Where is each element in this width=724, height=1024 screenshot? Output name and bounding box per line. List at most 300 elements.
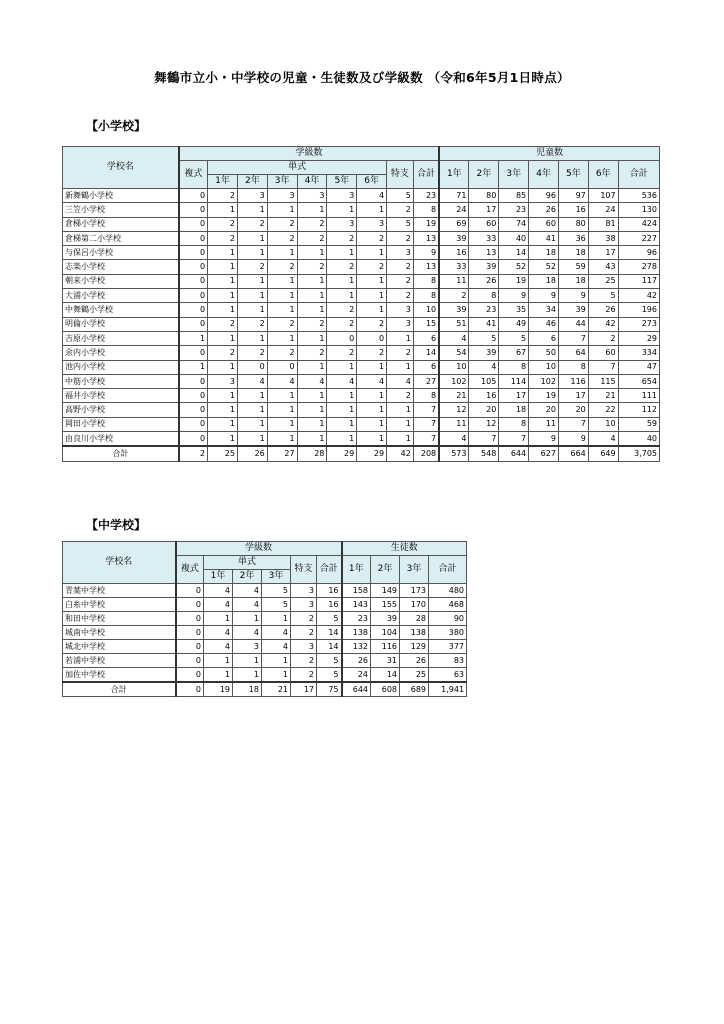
class-count: 0 [327, 331, 357, 345]
student-count: 627 [529, 446, 559, 461]
fukushiki-count: 0 [179, 217, 208, 231]
class-count: 1 [208, 260, 238, 274]
student-count: 4 [439, 432, 469, 447]
class-count: 2 [357, 317, 387, 331]
student-count: 46 [529, 317, 559, 331]
class-count: 1 [237, 417, 267, 431]
tokushi-count: 2 [387, 346, 414, 360]
class-count: 1 [357, 246, 387, 260]
student-count: 19 [529, 389, 559, 403]
header-fukushiki: 複式 [176, 556, 204, 584]
student-count: 52 [499, 260, 529, 274]
class-count: 1 [327, 289, 357, 303]
fukushiki-count: 0 [179, 260, 208, 274]
class-count: 1 [327, 274, 357, 288]
total-label: 合計 [63, 682, 176, 697]
tokushi-count: 3 [387, 303, 414, 317]
class-count: 2 [327, 303, 357, 317]
tokushi-count: 2 [387, 389, 414, 403]
student-count: 13 [469, 246, 499, 260]
header-class-total: 合計 [317, 556, 342, 584]
student-total: 654 [618, 374, 659, 388]
table-row [63, 217, 660, 231]
fukushiki-count: 0 [179, 432, 208, 447]
class-count: 4 [204, 626, 233, 640]
student-count: 39 [371, 612, 400, 626]
class-count: 3 [327, 217, 357, 231]
class-count: 1 [262, 668, 291, 683]
tokushi-count: 3 [291, 640, 317, 654]
class-count: 1 [297, 274, 327, 288]
student-count: 38 [588, 231, 618, 245]
header-grade: 6年 [588, 161, 618, 189]
class-count: 2 [267, 217, 297, 231]
student-count: 18 [558, 246, 588, 260]
class-count: 4 [327, 374, 357, 388]
tokushi-count: 2 [387, 231, 414, 245]
class-count: 0 [237, 360, 267, 374]
header-grade: 3年 [267, 175, 297, 189]
class-total: 6 [413, 360, 439, 374]
student-count: 50 [529, 346, 559, 360]
class-count: 1 [237, 231, 267, 245]
table-row [63, 303, 660, 317]
student-total: 334 [618, 346, 659, 360]
student-count: 26 [342, 654, 371, 668]
class-count: 1 [204, 612, 233, 626]
student-count: 129 [400, 640, 429, 654]
student-count: 102 [529, 374, 559, 388]
student-count: 18 [558, 274, 588, 288]
class-count: 1 [208, 403, 238, 417]
student-count: 20 [529, 403, 559, 417]
class-count: 29 [327, 446, 357, 461]
class-count: 1 [233, 612, 262, 626]
student-count: 20 [558, 403, 588, 417]
student-count: 60 [588, 346, 618, 360]
class-total: 16 [317, 598, 342, 612]
tokushi-count: 2 [291, 626, 317, 640]
tokushi-count: 1 [387, 403, 414, 417]
student-count: 664 [558, 446, 588, 461]
header-grade: 6年 [357, 175, 387, 189]
school-name: 大浦小学校 [63, 289, 179, 303]
student-count: 2 [588, 331, 618, 345]
student-count: 7 [588, 360, 618, 374]
class-total: 14 [413, 346, 439, 360]
class-count: 1 [267, 432, 297, 447]
class-count: 1 [357, 403, 387, 417]
header-tanshiki: 単式 [208, 161, 387, 175]
school-name: 高野小学校 [63, 403, 179, 417]
student-count: 116 [371, 640, 400, 654]
student-count: 69 [439, 217, 469, 231]
class-total: 23 [413, 189, 439, 203]
tokushi-count: 3 [387, 246, 414, 260]
student-count: 5 [588, 289, 618, 303]
student-count: 49 [499, 317, 529, 331]
class-count: 1 [208, 417, 238, 431]
tokushi-count: 1 [387, 360, 414, 374]
student-count: 25 [588, 274, 618, 288]
class-count: 1 [357, 389, 387, 403]
class-count: 2 [267, 231, 297, 245]
student-count: 26 [469, 274, 499, 288]
student-count: 31 [371, 654, 400, 668]
fukushiki-count: 0 [176, 640, 204, 654]
header-student-total: 合計 [429, 556, 467, 584]
student-count: 24 [342, 668, 371, 683]
tokushi-count: 1 [387, 432, 414, 447]
student-count: 170 [400, 598, 429, 612]
student-total: 468 [429, 598, 467, 612]
class-count: 4 [357, 189, 387, 203]
student-count: 16 [439, 246, 469, 260]
header-students: 児童数 [439, 147, 659, 161]
student-count: 14 [499, 246, 529, 260]
student-count: 80 [469, 189, 499, 203]
student-count: 39 [439, 303, 469, 317]
student-count: 33 [469, 231, 499, 245]
class-total: 8 [413, 203, 439, 217]
class-count: 1 [297, 432, 327, 447]
class-count: 1 [267, 403, 297, 417]
fukushiki-count: 0 [179, 231, 208, 245]
student-count: 34 [529, 303, 559, 317]
tokushi-count: 3 [291, 584, 317, 598]
class-count: 1 [237, 203, 267, 217]
class-total: 16 [317, 584, 342, 598]
class-count: 1 [267, 389, 297, 403]
fukushiki-count: 0 [179, 289, 208, 303]
student-total: 536 [618, 189, 659, 203]
tokushi-count: 1 [387, 331, 414, 345]
class-count: 1 [357, 360, 387, 374]
school-name: 与保呂小学校 [63, 246, 179, 260]
class-count: 1 [297, 417, 327, 431]
student-count: 116 [558, 374, 588, 388]
class-count: 1 [204, 654, 233, 668]
class-count: 1 [237, 432, 267, 447]
student-count: 40 [499, 231, 529, 245]
tokushi-count: 2 [291, 668, 317, 683]
school-name: 由良川小学校 [63, 432, 179, 447]
fukushiki-count: 0 [179, 374, 208, 388]
student-count: 60 [469, 217, 499, 231]
student-count: 107 [588, 189, 618, 203]
class-count: 2 [237, 217, 267, 231]
class-count: 1 [233, 654, 262, 668]
table-row [63, 612, 467, 626]
class-count: 2 [208, 217, 238, 231]
student-total: 96 [618, 246, 659, 260]
page-title: 舞鶴市立小・中学校の児童・生徒数及び学級数 （令和6年5月1日時点） [154, 70, 570, 85]
student-total: 380 [429, 626, 467, 640]
school-name: 新舞鶴小学校 [63, 189, 179, 203]
student-count: 158 [342, 584, 371, 598]
tokushi-count: 2 [291, 612, 317, 626]
class-count: 1 [297, 289, 327, 303]
class-count: 4 [297, 374, 327, 388]
class-total: 6 [413, 331, 439, 345]
student-count: 64 [558, 346, 588, 360]
student-count: 17 [558, 389, 588, 403]
fukushiki-count: 0 [179, 317, 208, 331]
class-count: 5 [262, 584, 291, 598]
school-name: 岡田小学校 [63, 417, 179, 431]
class-total: 9 [413, 246, 439, 260]
student-count: 19 [499, 274, 529, 288]
school-name: 城南中学校 [63, 626, 176, 640]
table-row [63, 360, 660, 374]
student-count: 35 [499, 303, 529, 317]
student-count: 44 [558, 317, 588, 331]
student-count: 24 [588, 203, 618, 217]
student-count: 8 [499, 417, 529, 431]
fukushiki-count: 0 [176, 654, 204, 668]
school-name: 志楽小学校 [63, 260, 179, 274]
class-count: 0 [357, 331, 387, 345]
fukushiki-count: 1 [179, 360, 208, 374]
class-count: 1 [267, 303, 297, 317]
fukushiki-count: 0 [179, 403, 208, 417]
student-count: 138 [400, 626, 429, 640]
class-count: 1 [357, 432, 387, 447]
class-total: 8 [413, 274, 439, 288]
class-count: 4 [204, 584, 233, 598]
header-classes: 学級数 [179, 147, 439, 161]
table-row [63, 346, 660, 360]
school-name: 朝来小学校 [63, 274, 179, 288]
class-count: 2 [237, 346, 267, 360]
class-count: 1 [262, 654, 291, 668]
school-name: 三笠小学校 [63, 203, 179, 217]
fukushiki-count: 0 [179, 417, 208, 431]
tokushi-count: 4 [387, 374, 414, 388]
student-count: 14 [371, 668, 400, 683]
student-count: 105 [469, 374, 499, 388]
tokushi-count: 3 [387, 317, 414, 331]
class-count: 1 [237, 303, 267, 317]
class-count: 4 [233, 584, 262, 598]
student-count: 644 [499, 446, 529, 461]
student-count: 11 [439, 274, 469, 288]
class-count: 1 [357, 303, 387, 317]
class-count: 4 [204, 598, 233, 612]
table-row [63, 626, 467, 640]
class-count: 2 [297, 217, 327, 231]
class-count: 3 [327, 189, 357, 203]
student-count: 155 [371, 598, 400, 612]
class-total: 14 [317, 626, 342, 640]
header-school-name: 学校名 [63, 147, 179, 189]
student-total: 273 [618, 317, 659, 331]
class-count: 1 [327, 203, 357, 217]
header-grade: 3年 [262, 570, 291, 584]
table-row [63, 640, 467, 654]
student-count: 18 [529, 274, 559, 288]
class-count: 1 [237, 289, 267, 303]
class-count: 2 [297, 260, 327, 274]
tokushi-count: 2 [387, 274, 414, 288]
header-student-total: 合計 [618, 161, 659, 189]
header-students: 生徒数 [342, 542, 467, 556]
table-row [63, 189, 660, 203]
class-count: 2 [357, 346, 387, 360]
class-total: 19 [413, 217, 439, 231]
header-grade: 3年 [400, 556, 429, 584]
student-count: 74 [499, 217, 529, 231]
student-total: 130 [618, 203, 659, 217]
student-count: 16 [558, 203, 588, 217]
student-count: 60 [529, 217, 559, 231]
tokushi-count: 5 [387, 189, 414, 203]
class-count: 1 [267, 289, 297, 303]
student-count: 22 [588, 403, 618, 417]
class-count: 1 [297, 403, 327, 417]
fukushiki-count: 2 [179, 446, 208, 461]
student-count: 7 [558, 417, 588, 431]
class-total: 15 [413, 317, 439, 331]
class-count: 1 [208, 289, 238, 303]
class-count: 1 [297, 203, 327, 217]
class-total: 14 [317, 640, 342, 654]
student-total: 90 [429, 612, 467, 626]
student-count: 54 [439, 346, 469, 360]
class-count: 0 [267, 360, 297, 374]
class-count: 1 [267, 274, 297, 288]
class-count: 3 [357, 217, 387, 231]
fukushiki-count: 0 [176, 584, 204, 598]
tokushi-count: 2 [387, 260, 414, 274]
student-total: 3,705 [618, 446, 659, 461]
class-count: 1 [357, 417, 387, 431]
student-count: 573 [439, 446, 469, 461]
student-count: 26 [400, 654, 429, 668]
class-count: 4 [357, 374, 387, 388]
class-count: 1 [327, 417, 357, 431]
student-count: 649 [588, 446, 618, 461]
student-count: 102 [439, 374, 469, 388]
student-count: 138 [342, 626, 371, 640]
header-school-name: 学校名 [63, 542, 176, 584]
header-grade: 2年 [237, 175, 267, 189]
student-total: 59 [618, 417, 659, 431]
student-total: 278 [618, 260, 659, 274]
student-count: 39 [469, 346, 499, 360]
student-count: 42 [588, 317, 618, 331]
class-count: 27 [267, 446, 297, 461]
student-count: 26 [588, 303, 618, 317]
student-count: 11 [529, 417, 559, 431]
class-count: 1 [327, 403, 357, 417]
header-class-total: 合計 [413, 161, 439, 189]
student-count: 43 [588, 260, 618, 274]
student-count: 7 [469, 432, 499, 447]
class-total: 13 [413, 260, 439, 274]
class-count: 1 [208, 274, 238, 288]
student-total: 480 [429, 584, 467, 598]
class-count: 1 [237, 246, 267, 260]
header-grade: 4年 [297, 175, 327, 189]
class-count: 2 [327, 317, 357, 331]
student-total: 1,941 [429, 682, 467, 697]
student-count: 8 [469, 289, 499, 303]
student-count: 36 [558, 231, 588, 245]
class-count: 1 [237, 274, 267, 288]
table-row [63, 231, 660, 245]
header-tanshiki: 単式 [204, 556, 291, 570]
class-count: 1 [237, 389, 267, 403]
class-count: 2 [237, 317, 267, 331]
student-count: 143 [342, 598, 371, 612]
student-count: 85 [499, 189, 529, 203]
class-count: 4 [233, 598, 262, 612]
student-count: 5 [469, 331, 499, 345]
student-count: 4 [469, 360, 499, 374]
class-count: 1 [267, 331, 297, 345]
class-count: 1 [233, 668, 262, 683]
class-total: 8 [413, 289, 439, 303]
class-count: 4 [233, 626, 262, 640]
student-total: 83 [429, 654, 467, 668]
tokushi-count: 2 [387, 203, 414, 217]
student-count: 17 [469, 203, 499, 217]
tokushi-count: 3 [291, 598, 317, 612]
header-grade: 2年 [469, 161, 499, 189]
student-total: 29 [618, 331, 659, 345]
junior-section-label: 【中学校】 [86, 518, 147, 532]
class-count: 19 [204, 682, 233, 697]
table-row [63, 584, 467, 598]
table-row [63, 374, 660, 388]
class-count: 2 [327, 346, 357, 360]
class-count: 1 [204, 668, 233, 683]
student-count: 33 [439, 260, 469, 274]
student-count: 97 [558, 189, 588, 203]
header-grade: 2年 [233, 570, 262, 584]
student-count: 9 [499, 289, 529, 303]
student-total: 63 [429, 668, 467, 683]
fukushiki-count: 0 [179, 346, 208, 360]
class-count: 1 [357, 274, 387, 288]
class-count: 2 [357, 231, 387, 245]
student-count: 41 [529, 231, 559, 245]
school-name: 福井小学校 [63, 389, 179, 403]
total-label: 合計 [63, 446, 179, 461]
class-count: 2 [237, 260, 267, 274]
class-total: 5 [317, 668, 342, 683]
school-name: 倉梯第二小学校 [63, 231, 179, 245]
student-count: 4 [588, 432, 618, 447]
school-name: 余内小学校 [63, 346, 179, 360]
student-count: 644 [342, 682, 371, 697]
student-count: 20 [469, 403, 499, 417]
student-count: 548 [469, 446, 499, 461]
student-count: 104 [371, 626, 400, 640]
tokushi-count: 42 [387, 446, 414, 461]
school-name: 加佐中学校 [63, 668, 176, 683]
class-count: 3 [208, 374, 238, 388]
school-name: 中筋小学校 [63, 374, 179, 388]
student-count: 71 [439, 189, 469, 203]
class-count: 1 [297, 389, 327, 403]
elementary-table [62, 146, 660, 462]
class-count: 4 [267, 374, 297, 388]
class-count: 29 [357, 446, 387, 461]
class-count: 2 [208, 317, 238, 331]
table-row [63, 403, 660, 417]
